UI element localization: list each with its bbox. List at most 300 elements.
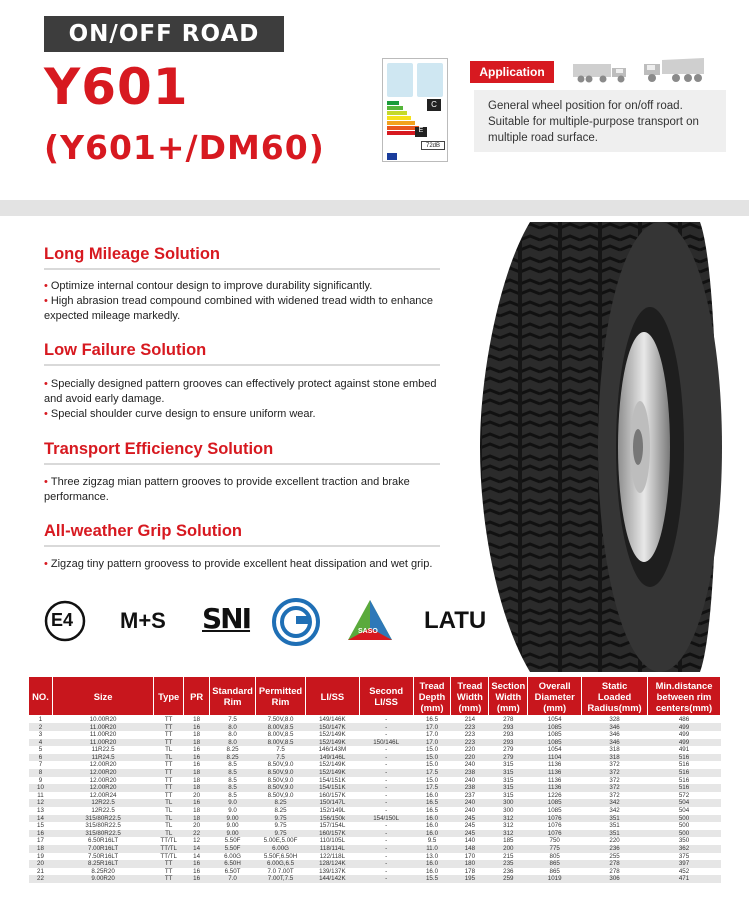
cell-li-ss: 152/149K	[306, 739, 360, 747]
cell-overall-diameter: 1054	[528, 716, 582, 724]
cell-overall-diameter: 1085	[528, 723, 582, 731]
cell-size: 12.00R24	[52, 792, 153, 800]
cell-second-li-ss: -	[359, 853, 413, 861]
cell-size: 11.00R20	[52, 739, 153, 747]
section-divider	[44, 268, 440, 270]
cell-tread-depth: 11.0	[413, 845, 451, 853]
cell-standard-rim: 6.50H	[210, 860, 256, 868]
cell-no: 14	[29, 815, 53, 823]
header-second-li-ss: Second LI/SS	[359, 677, 413, 716]
gso-logo-icon	[272, 598, 320, 646]
noise-badge: 72dB	[421, 141, 445, 150]
cell-overall-diameter: 1019	[528, 875, 582, 883]
cell-size: 12.00R20	[52, 784, 153, 792]
cell-tread-width: 170	[451, 853, 489, 861]
cell-size: 12.00R20	[52, 777, 153, 785]
cell-no: 11	[29, 792, 53, 800]
cell-tread-depth: 16.0	[413, 868, 451, 876]
cell-no: 3	[29, 731, 53, 739]
cell-permitted-rim: 8.25	[256, 799, 306, 807]
cell-pr: 16	[184, 723, 210, 731]
table-header-row	[29, 677, 721, 716]
cell-li-ss: 154/151K	[306, 784, 360, 792]
cell-second-li-ss: -	[359, 761, 413, 769]
cell-size: 315/80R22.5	[52, 822, 153, 830]
cell-section-width: 293	[489, 731, 528, 739]
cell-type: TT	[154, 784, 184, 792]
cell-second-li-ss: -	[359, 837, 413, 845]
cell-pr: 18	[184, 815, 210, 823]
cell-li-ss: 110/105L	[306, 837, 360, 845]
cell-section-width: 235	[489, 860, 528, 868]
cell-standard-rim: 5.50F	[210, 845, 256, 853]
cell-pr: 16	[184, 868, 210, 876]
cell-section-width: 279	[489, 754, 528, 762]
cell-static-loaded-radius: 346	[582, 731, 648, 739]
sni-mark: SNI	[202, 602, 251, 635]
cell-size: 11.00R20	[52, 731, 153, 739]
cell-type: TT	[154, 716, 184, 724]
cell-overall-diameter: 805	[528, 853, 582, 861]
cell-pr: 20	[184, 792, 210, 800]
cell-min-distance: 516	[648, 784, 721, 792]
cell-min-distance: 500	[648, 830, 721, 838]
cell-standard-rim: 8.5	[210, 792, 256, 800]
cell-standard-rim: 9.00	[210, 822, 256, 830]
table-row	[29, 807, 721, 815]
cell-pr: 18	[184, 777, 210, 785]
cell-standard-rim: 8.0	[210, 731, 256, 739]
cell-permitted-rim: 9.75	[256, 830, 306, 838]
e4-mark: E4	[44, 600, 86, 647]
cell-min-distance: 499	[648, 731, 721, 739]
specification-table	[28, 676, 721, 883]
cell-tread-width: 238	[451, 769, 489, 777]
table-row	[29, 754, 721, 762]
cell-type: TT	[154, 761, 184, 769]
cell-overall-diameter: 1076	[528, 830, 582, 838]
cell-tread-width: 237	[451, 792, 489, 800]
cell-section-width: 315	[489, 761, 528, 769]
cell-permitted-rim: 6.00G,6.5	[256, 860, 306, 868]
tire-image	[460, 212, 730, 682]
cell-type: TT	[154, 875, 184, 883]
cell-second-li-ss: -	[359, 769, 413, 777]
cell-tread-depth: 15.0	[413, 777, 451, 785]
cell-no: 16	[29, 830, 53, 838]
cell-type: TT	[154, 769, 184, 777]
cell-no: 13	[29, 807, 53, 815]
header-tread-width: Tread Width (mm)	[451, 677, 489, 716]
model-variants: (Y601+/DM60)	[44, 128, 325, 167]
cell-no: 5	[29, 746, 53, 754]
table-row	[29, 822, 721, 830]
cell-tread-width: 180	[451, 860, 489, 868]
cell-type: TL	[154, 807, 184, 815]
cell-size: 12.00R20	[52, 769, 153, 777]
cell-tread-width: 220	[451, 746, 489, 754]
cell-size: 8.25R20	[52, 868, 153, 876]
header-permitted-rim: Permitted Rim	[256, 677, 306, 716]
cell-section-width: 315	[489, 784, 528, 792]
table-row	[29, 868, 721, 876]
cell-section-width: 312	[489, 815, 528, 823]
cell-static-loaded-radius: 372	[582, 769, 648, 777]
cell-tread-width: 223	[451, 731, 489, 739]
bullet-item: • Specially designed pattern grooves can effectively protect against stone embed and avoid early damage.	[44, 378, 437, 405]
cell-second-li-ss: -	[359, 799, 413, 807]
cell-li-ss: 160/157K	[306, 792, 360, 800]
cell-second-li-ss: -	[359, 860, 413, 868]
cell-second-li-ss: -	[359, 746, 413, 754]
header-li-ss: LI/SS	[306, 677, 360, 716]
cell-permitted-rim: 8.00V,8.5	[256, 739, 306, 747]
cell-standard-rim: 8.25	[210, 746, 256, 754]
cell-type: TT/TL	[154, 853, 184, 861]
cell-min-distance: 499	[648, 739, 721, 747]
bullet-item: • Optimize internal contour design to improve durability significantly.	[44, 280, 373, 292]
cell-tread-width: 223	[451, 723, 489, 731]
table-row	[29, 739, 721, 747]
cell-tread-depth: 16.0	[413, 860, 451, 868]
saso-logo-icon	[346, 598, 394, 644]
bullet-item: • Special shoulder curve design to ensure uniform wear.	[44, 408, 316, 420]
eu-flag-icon	[387, 153, 397, 160]
cell-static-loaded-radius: 306	[582, 875, 648, 883]
cell-no: 15	[29, 822, 53, 830]
table-row	[29, 845, 721, 853]
cell-overall-diameter: 1085	[528, 739, 582, 747]
cell-size: 315/80R22.5	[52, 815, 153, 823]
cell-static-loaded-radius: 346	[582, 739, 648, 747]
category-banner: ON/OFF ROAD	[44, 16, 284, 52]
cell-type: TL	[154, 746, 184, 754]
cell-second-li-ss: -	[359, 754, 413, 762]
cell-overall-diameter: 1076	[528, 822, 582, 830]
wet-grip-class-badge: C	[427, 99, 441, 111]
cell-tread-depth: 16.5	[413, 799, 451, 807]
cell-min-distance: 350	[648, 837, 721, 845]
cell-tread-depth: 16.0	[413, 792, 451, 800]
cell-overall-diameter: 750	[528, 837, 582, 845]
section-title-all-weather: All-weather Grip Solution	[44, 522, 243, 540]
section-divider	[44, 364, 440, 366]
cell-pr: 18	[184, 807, 210, 815]
cell-second-li-ss: -	[359, 845, 413, 853]
cell-li-ss: 144/142K	[306, 875, 360, 883]
cell-static-loaded-radius: 351	[582, 815, 648, 823]
cell-min-distance: 516	[648, 769, 721, 777]
cell-second-li-ss: -	[359, 777, 413, 785]
cell-permitted-rim: 8.00V,8.5	[256, 731, 306, 739]
cell-pr: 12	[184, 837, 210, 845]
saso-mark: SASO	[346, 598, 394, 649]
cell-static-loaded-radius: 342	[582, 799, 648, 807]
cell-tread-depth: 17.0	[413, 739, 451, 747]
cell-no: 8	[29, 769, 53, 777]
cell-second-li-ss: -	[359, 830, 413, 838]
cell-static-loaded-radius: 351	[582, 822, 648, 830]
cell-type: TT/TL	[154, 845, 184, 853]
bullet-item: • Zigzag tiny pattern groovess to provide excellent heat dissipation and wet grip.	[44, 558, 433, 570]
cell-no: 2	[29, 723, 53, 731]
cell-standard-rim: 9.0	[210, 807, 256, 815]
cell-second-li-ss: -	[359, 784, 413, 792]
cell-permitted-rim: 5.00E,5.00F	[256, 837, 306, 845]
cell-size: 11R22.5	[52, 746, 153, 754]
cell-standard-rim: 6.00G	[210, 853, 256, 861]
cell-permitted-rim: 8.50V,9.0	[256, 761, 306, 769]
cell-size: 10.00R20	[52, 716, 153, 724]
cell-type: TT	[154, 739, 184, 747]
cell-tread-depth: 17.0	[413, 723, 451, 731]
cell-li-ss: 152/149K	[306, 761, 360, 769]
header-no: NO.	[29, 677, 53, 716]
cell-no: 7	[29, 761, 53, 769]
cell-li-ss: 128/124K	[306, 860, 360, 868]
cell-li-ss: 152/149K	[306, 731, 360, 739]
cell-static-loaded-radius: 351	[582, 830, 648, 838]
cell-section-width: 215	[489, 853, 528, 861]
cell-no: 12	[29, 799, 53, 807]
cell-type: TL	[154, 754, 184, 762]
cell-pr: 18	[184, 731, 210, 739]
cell-tread-width: 148	[451, 845, 489, 853]
cell-overall-diameter: 1136	[528, 769, 582, 777]
cell-static-loaded-radius: 342	[582, 807, 648, 815]
cell-size: 11R24.5	[52, 754, 153, 762]
header-static-loaded-radius: Static Loaded Radius(mm)	[582, 677, 648, 716]
cell-pr: 16	[184, 875, 210, 883]
cell-tread-width: 238	[451, 784, 489, 792]
cell-overall-diameter: 1136	[528, 777, 582, 785]
table-row	[29, 830, 721, 838]
cell-static-loaded-radius: 278	[582, 860, 648, 868]
section-title-transport-efficiency: Transport Efficiency Solution	[44, 440, 274, 458]
cell-min-distance: 471	[648, 875, 721, 883]
cell-tread-depth: 16.0	[413, 830, 451, 838]
cell-overall-diameter: 1136	[528, 761, 582, 769]
cell-permitted-rim: 8.50V,9.0	[256, 777, 306, 785]
table-row	[29, 799, 721, 807]
cell-overall-diameter: 1226	[528, 792, 582, 800]
cell-tread-width: 220	[451, 754, 489, 762]
dump-truck-icon	[642, 56, 708, 84]
cell-tread-width: 214	[451, 716, 489, 724]
cell-section-width: 279	[489, 746, 528, 754]
cell-overall-diameter: 1085	[528, 799, 582, 807]
cell-overall-diameter: 1136	[528, 784, 582, 792]
cell-static-loaded-radius: 372	[582, 761, 648, 769]
cell-second-li-ss: -	[359, 716, 413, 724]
cell-min-distance: 486	[648, 716, 721, 724]
cell-no: 6	[29, 754, 53, 762]
table-row	[29, 746, 721, 754]
cell-standard-rim: 5.50F	[210, 837, 256, 845]
cell-tread-width: 245	[451, 830, 489, 838]
cell-tread-depth: 16.0	[413, 815, 451, 823]
cell-no: 18	[29, 845, 53, 853]
cell-static-loaded-radius: 372	[582, 777, 648, 785]
model-title: Y601	[44, 58, 189, 116]
cell-standard-rim: 8.0	[210, 723, 256, 731]
cell-standard-rim: 9.00	[210, 815, 256, 823]
application-tag: Application	[470, 61, 554, 83]
header-overall-diameter: Overall Diameter (mm)	[528, 677, 582, 716]
cell-li-ss: 157/154L	[306, 822, 360, 830]
cell-permitted-rim: 8.00V,8.5	[256, 723, 306, 731]
cell-section-width: 200	[489, 845, 528, 853]
table-row	[29, 784, 721, 792]
cell-pr: 14	[184, 853, 210, 861]
cell-permitted-rim: 9.75	[256, 815, 306, 823]
cell-size: 12.00R20	[52, 761, 153, 769]
cell-standard-rim: 8.5	[210, 761, 256, 769]
cell-no: 20	[29, 860, 53, 868]
table-row	[29, 723, 721, 731]
cell-type: TL	[154, 830, 184, 838]
cell-static-loaded-radius: 328	[582, 716, 648, 724]
table-row	[29, 853, 721, 861]
cell-tread-depth: 9.5	[413, 837, 451, 845]
cell-tread-width: 178	[451, 868, 489, 876]
cell-tread-depth: 16.0	[413, 822, 451, 830]
cell-standard-rim: 7.0	[210, 875, 256, 883]
cell-type: TT	[154, 792, 184, 800]
cell-section-width: 259	[489, 875, 528, 883]
cell-tread-depth: 17.5	[413, 769, 451, 777]
table-row	[29, 761, 721, 769]
cell-min-distance: 362	[648, 845, 721, 853]
cell-static-loaded-radius: 255	[582, 853, 648, 861]
cell-section-width: 300	[489, 807, 528, 815]
cell-li-ss: 122/118L	[306, 853, 360, 861]
header-section-width: Section Width (mm)	[489, 677, 528, 716]
cell-tread-depth: 15.0	[413, 746, 451, 754]
cell-section-width: 293	[489, 739, 528, 747]
cell-permitted-rim: 7.00T,7.5	[256, 875, 306, 883]
cell-overall-diameter: 1104	[528, 754, 582, 762]
section-title-low-failure: Low Failure Solution	[44, 341, 207, 359]
application-description: General wheel position for on/off road. Suitable for multiple-purpose transport on multiple road surface.	[474, 90, 726, 152]
cell-tread-width: 240	[451, 807, 489, 815]
cell-tread-depth: 16.5	[413, 716, 451, 724]
cell-tread-depth: 17.5	[413, 784, 451, 792]
cell-overall-diameter: 775	[528, 845, 582, 853]
cell-second-li-ss: -	[359, 822, 413, 830]
cell-no: 10	[29, 784, 53, 792]
cell-li-ss: 156/150k	[306, 815, 360, 823]
cell-overall-diameter: 1054	[528, 746, 582, 754]
cell-section-width: 300	[489, 799, 528, 807]
cell-second-li-ss: -	[359, 731, 413, 739]
cell-standard-rim: 8.5	[210, 784, 256, 792]
cell-standard-rim: 7.5	[210, 716, 256, 724]
cell-li-ss: 150/147L	[306, 799, 360, 807]
cell-type: TT/TL	[154, 837, 184, 845]
cell-li-ss: 139/137K	[306, 868, 360, 876]
cell-li-ss: 149/146K	[306, 716, 360, 724]
ms-mark: M+S	[120, 608, 166, 633]
cell-overall-diameter: 865	[528, 860, 582, 868]
section-divider	[44, 545, 440, 547]
cell-static-loaded-radius: 372	[582, 792, 648, 800]
latu-mark: LATU	[424, 607, 487, 634]
cell-overall-diameter: 865	[528, 868, 582, 876]
gso-mark	[272, 598, 320, 651]
cell-tread-width: 140	[451, 837, 489, 845]
cell-tread-depth: 15.5	[413, 875, 451, 883]
header-standard-rim: Standard Rim	[210, 677, 256, 716]
cell-type: TL	[154, 799, 184, 807]
cell-no: 19	[29, 853, 53, 861]
table-row	[29, 875, 721, 883]
cell-type: TT	[154, 868, 184, 876]
cell-li-ss: 160/157K	[306, 830, 360, 838]
cell-pr: 16	[184, 799, 210, 807]
cell-size: 6.50R16LT	[52, 837, 153, 845]
table-row	[29, 815, 721, 823]
cell-pr: 16	[184, 761, 210, 769]
cell-pr: 18	[184, 784, 210, 792]
cell-permitted-rim: 8.50V,9.0	[256, 784, 306, 792]
flatbed-truck-icon	[572, 60, 632, 84]
cell-tread-depth: 16.5	[413, 807, 451, 815]
cell-tread-depth: 13.0	[413, 853, 451, 861]
cell-pr: 16	[184, 754, 210, 762]
header-tread-depth: Tread Depth (mm)	[413, 677, 451, 716]
cell-section-width: 315	[489, 792, 528, 800]
cell-li-ss: 152/149K	[306, 769, 360, 777]
cell-li-ss: 150/147K	[306, 723, 360, 731]
cell-size: 8.25R16LT	[52, 860, 153, 868]
table-row	[29, 716, 721, 724]
cell-overall-diameter: 1085	[528, 731, 582, 739]
cell-size: 12R22.5	[52, 807, 153, 815]
cell-section-width: 236	[489, 868, 528, 876]
cell-standard-rim: 9.00	[210, 830, 256, 838]
cell-static-loaded-radius: 346	[582, 723, 648, 731]
cell-no: 1	[29, 716, 53, 724]
cell-min-distance: 397	[648, 860, 721, 868]
cell-static-loaded-radius: 318	[582, 754, 648, 762]
bullet-item: • High abrasion tread compound combined with widened tread width to enhance expected mileage markedly.	[44, 295, 434, 322]
cell-permitted-rim: 8.25	[256, 807, 306, 815]
fuel-class-badge: E	[415, 127, 427, 137]
cell-no: 17	[29, 837, 53, 845]
table-body	[29, 716, 721, 883]
cell-size: 9.00R20	[52, 875, 153, 883]
cell-pr: 20	[184, 822, 210, 830]
cell-min-distance: 452	[648, 868, 721, 876]
table-row	[29, 792, 721, 800]
header-min-distance: Min.distance between rim centers(mm)	[648, 677, 721, 716]
cell-permitted-rim: 7.0 7.00T	[256, 868, 306, 876]
cell-second-li-ss: -	[359, 868, 413, 876]
cell-static-loaded-radius: 220	[582, 837, 648, 845]
cell-overall-diameter: 1076	[528, 815, 582, 823]
table-row	[29, 860, 721, 868]
cell-no: 9	[29, 777, 53, 785]
cell-standard-rim: 8.5	[210, 777, 256, 785]
cell-second-li-ss: -	[359, 792, 413, 800]
cell-second-li-ss: 150/146L	[359, 739, 413, 747]
cell-tread-width: 223	[451, 739, 489, 747]
cell-section-width: 293	[489, 723, 528, 731]
cell-pr: 18	[184, 739, 210, 747]
cell-standard-rim: 8.25	[210, 754, 256, 762]
cell-tread-width: 240	[451, 761, 489, 769]
